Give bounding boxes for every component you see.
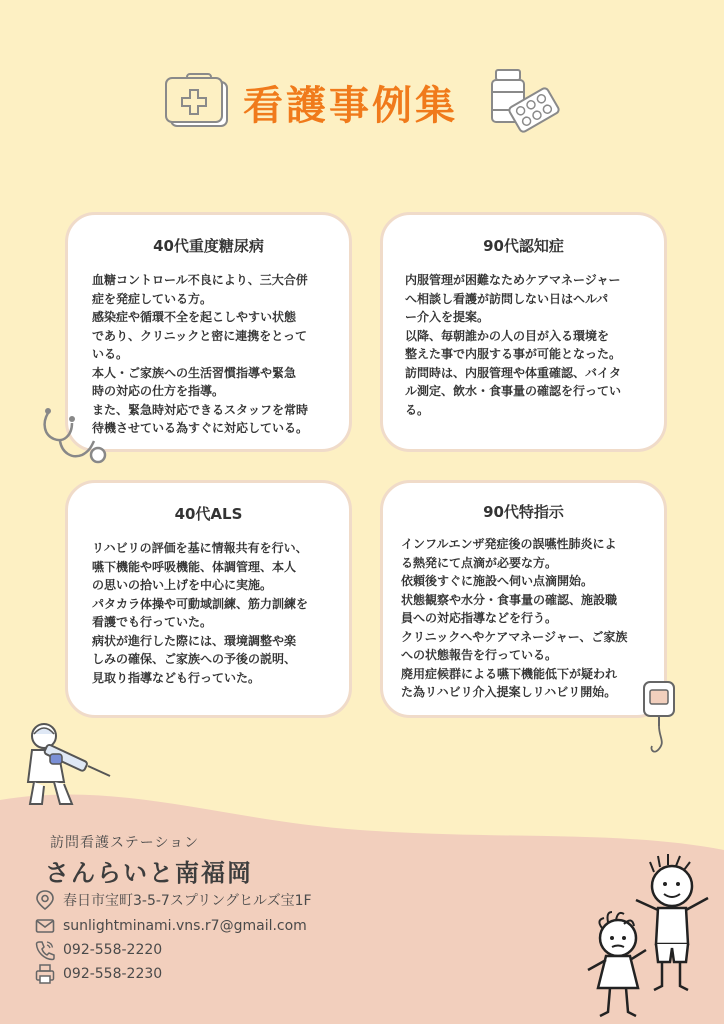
- case-card-special-instruction: [380, 480, 667, 718]
- case-card-als: [65, 480, 352, 718]
- card-line: 状態観察や水分・食事量の確認、施設職: [401, 592, 618, 607]
- card-title: 90代特指示: [483, 503, 564, 521]
- email-row: [35, 915, 307, 937]
- card-line: 本人・ご家族への生活習慣指導や緊急: [92, 365, 297, 380]
- stethoscope-icon: [38, 405, 110, 467]
- card-line: リハビリの評価を基に情報共有を行い、: [92, 541, 308, 555]
- pill-pack-icon: [508, 86, 560, 134]
- phone-number[interactable]: 092-558-2220: [63, 942, 163, 958]
- location-icon: [35, 889, 55, 911]
- page-title: 看護事例集: [243, 83, 458, 129]
- card-line: 訪問時は、内服管理や体重確認、バイタ: [405, 365, 622, 380]
- card-line: また、緊急時対応できるスタッフを常時: [92, 402, 309, 417]
- address-text: 春日市宝町3-5-7スプリングヒルズ宝1F: [63, 893, 312, 909]
- card-line: インフルエンザ発症後の誤嚥性肺炎によ: [401, 537, 617, 551]
- card-line: しみの確保、ご家族への予後の説明、: [92, 652, 297, 666]
- card-line: パタカラ体操や可動域訓練、筋力訓練を: [92, 596, 309, 611]
- phone-icon: [35, 939, 55, 961]
- email-link[interactable]: sunlightminami.vns.r7@gmail.com: [63, 918, 307, 934]
- nurse-injection-illustration: [14, 716, 116, 816]
- card-body: [401, 535, 627, 702]
- card-line: る。: [405, 402, 430, 417]
- card-line: の思いの拾い上げを中心に実施。: [92, 578, 273, 592]
- iv-bag-icon: [636, 676, 684, 756]
- card-line: へ相談し看護が訪問しない日はヘルパ: [405, 291, 609, 306]
- card-line: への状態報告を行っている。: [401, 648, 558, 662]
- card-line: いる。: [92, 347, 129, 361]
- medical-kit-icon: [163, 68, 233, 130]
- card-line: た為リハビリ介入提案しリハビリ開始。: [401, 685, 617, 699]
- card-line: であり、クリニックと密に連携をとって: [92, 328, 308, 343]
- card-line: 看護でも行っていた。: [92, 615, 213, 629]
- card-line: 整えた事で内服する事が可能となった。: [405, 347, 622, 361]
- station-name: さんらいと南福岡: [45, 859, 253, 887]
- card-line: 病状が進行した際には、環境調整や楽: [92, 633, 297, 648]
- card-body: [92, 271, 308, 438]
- fax-icon: [35, 963, 55, 985]
- card-line: 員への対応指導などを行う。: [401, 611, 558, 625]
- card-line: 待機させている為すぐに対応している。: [92, 421, 309, 435]
- fax-row: [35, 963, 162, 985]
- phone-row: [35, 939, 162, 961]
- card-line: 以降、毎朝誰かの人の目が入る環境を: [405, 328, 610, 343]
- card-line: 依頼後すぐに施設へ伺い点滴開始。: [401, 574, 594, 588]
- card-line: る熱発にて点滴が必要な方。: [401, 555, 558, 570]
- card-line: 見取り指導なども行っていた。: [92, 670, 261, 685]
- fax-number: 092-558-2230: [63, 966, 163, 982]
- card-line: 内服管理が困難なためケアマネージャー: [405, 273, 621, 287]
- address-row: [35, 889, 312, 911]
- card-line: 感染症や循環不全を起こしやすい状態: [92, 310, 297, 324]
- card-body: [92, 539, 308, 687]
- card-line: 時の対応の仕方を指導。: [92, 384, 225, 398]
- card-line: 廃用症候群による嚥下機能低下が疑われ: [401, 666, 618, 681]
- card-line: 血糖コントロール不良により、三大合併: [92, 273, 308, 287]
- card-title: 40代重度糖尿病: [153, 237, 264, 255]
- card-line: 症を発症している方。: [92, 291, 213, 306]
- card-title: 40代ALS: [174, 505, 243, 523]
- card-title: 90代認知症: [483, 237, 564, 255]
- card-line: クリニックへやケアマネージャー、ご家族: [401, 629, 628, 644]
- case-card-dementia: [380, 212, 667, 452]
- children-illustration: [572, 852, 717, 1020]
- mail-icon: [35, 915, 55, 937]
- card-line: 嚥下機能や呼吸機能、体調管理、本人: [92, 559, 297, 574]
- card-body: [405, 271, 621, 419]
- card-line: ー介入を提案。: [405, 310, 490, 324]
- station-label: 訪問看護ステーション: [50, 835, 200, 851]
- card-line: ル測定、飲水・食事量の確認を行ってい: [405, 384, 622, 398]
